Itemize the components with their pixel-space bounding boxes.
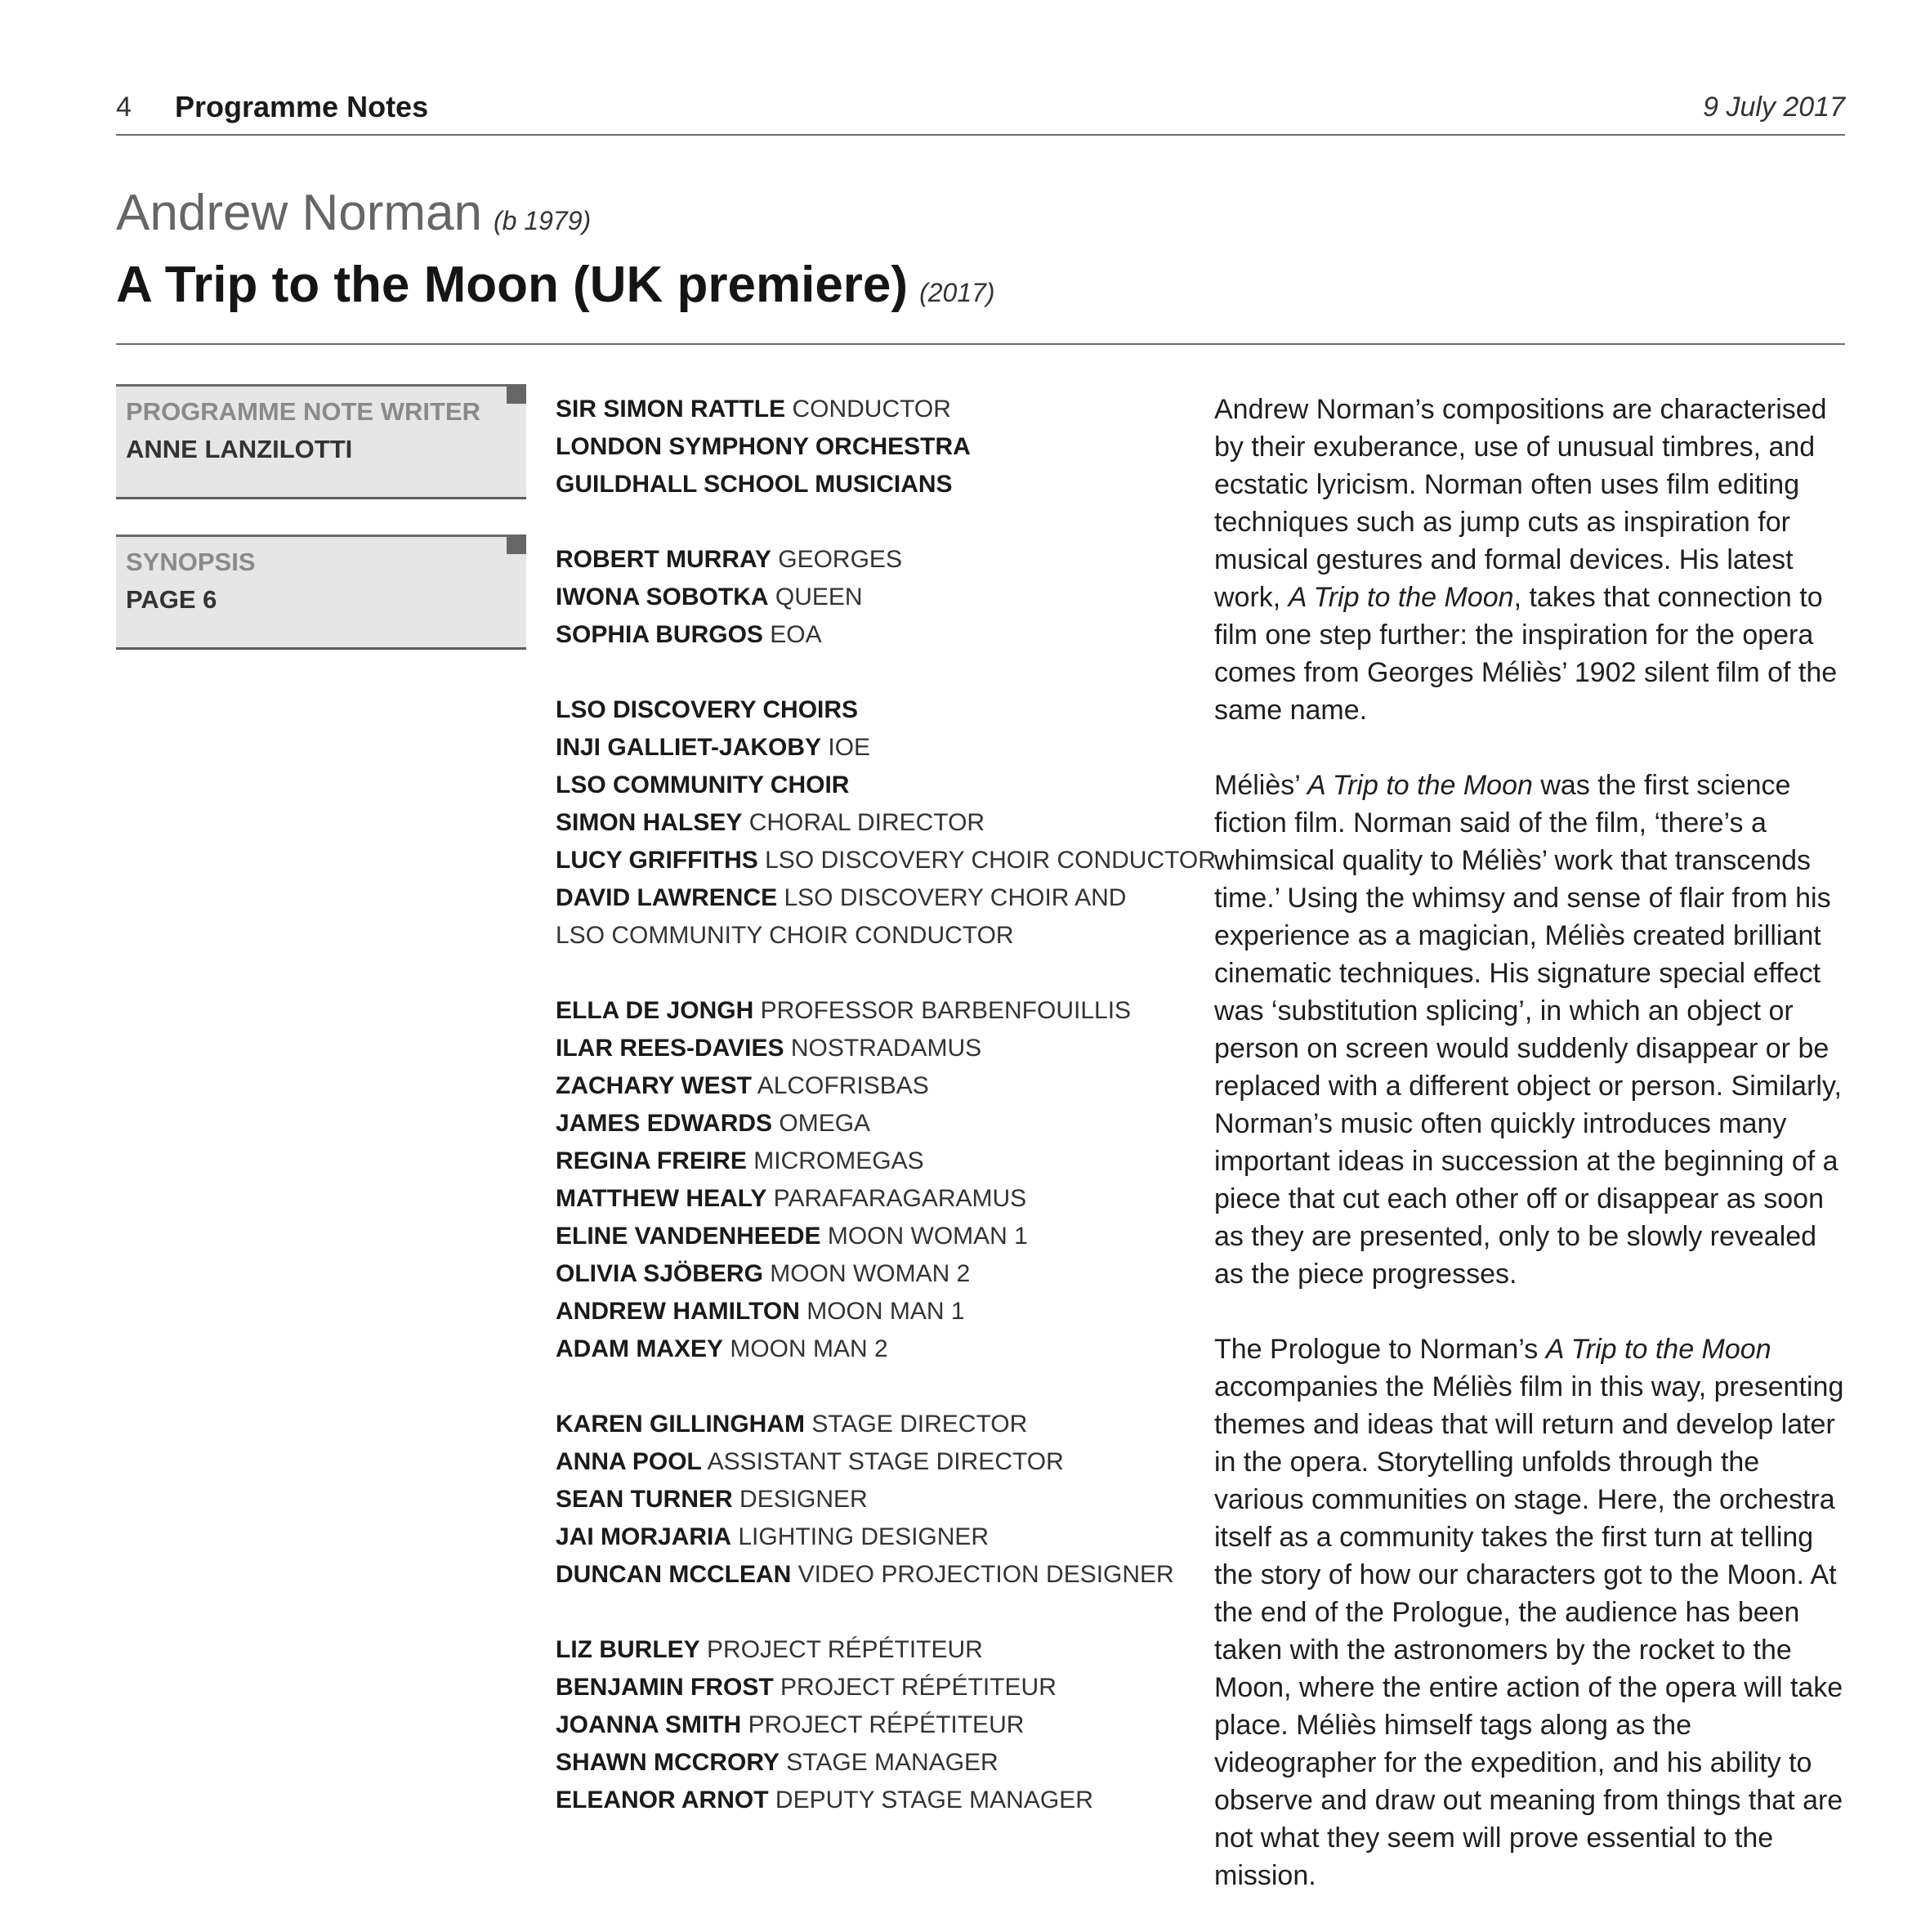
performer-name: LIZ BURLEY [556,1636,700,1663]
performer-name: DAVID LAWRENCE [556,884,778,911]
programme-notes-text [1214,391,1845,1932]
cast-entry [556,1030,1160,1067]
cast-entry [556,1255,1160,1293]
cast-entry [556,1180,1160,1218]
cast-entry [556,1706,1160,1744]
performer-role: LIGHTING DESIGNER [738,1523,990,1550]
cast-group [556,541,1160,654]
cast-entry [556,1406,1160,1443]
section-title: Programme Notes [175,90,429,123]
page-number: 4 [116,92,132,123]
performer-name: ADAM MAXEY [556,1335,724,1362]
performer-name: ILAR REES-DAVIES [556,1035,784,1062]
work-title: A Trip to the Moon (UK premiere) [116,257,909,313]
cast-list [556,391,1216,1857]
cast-group [556,1631,1160,1819]
composer-dates: (b 1979) [493,206,592,235]
performer-name: GUILDHALL SCHOOL MUSICIANS [556,471,953,498]
notes-text: accompanies the Méliès film in this way, presenting themes and ideas that will return and develop later in the opera. Storytelling unfolds through the various communities on stage. Here, the orchestra itself as a community takes the first turn at telling the story of how our characters got to the Moon. At the end of the Prologue, the audience has been taken with the astronomers by the rocket to the Moon, where the entire action of the opera will take place. Méliès himself tags along as the videographer for the expedition, and his ability to observe and draw out meaning from things that are not what they seem will prove essential to the mission. [1214,1371,1844,1891]
performer-name: LSO DISCOVERY CHOIRS [556,696,859,723]
composer-name: Andrew Norman [116,185,482,241]
cast-entry [556,691,1160,729]
synopsis-label: SYNOPSIS [126,548,256,576]
cast-entry [556,1631,1160,1669]
synopsis-box[interactable] [116,534,526,650]
performer-role: STAGE MANAGER [786,1749,999,1776]
performer-name: LONDON SYMPHONY ORCHESTRA [556,433,971,460]
cast-entry [556,804,1160,842]
performer-role: PROJECT RÉPÉTITEUR [780,1674,1057,1701]
performer-name: LSO COMMUNITY CHOIR [556,771,850,798]
performer-role: VIDEO PROJECTION DESIGNER [797,1561,1174,1588]
performer-role: DEPUTY STAGE MANAGER [775,1787,1093,1813]
performer-role: NOSTRADAMUS [790,1035,982,1062]
cast-entry [556,1481,1160,1518]
cast-entry [556,466,1160,503]
performer-role: DESIGNER [739,1486,868,1513]
performer-name: ZACHARY WEST [556,1072,752,1099]
performer-name: IWONA SOBOTKA [556,584,769,610]
performer-name: JAI MORJARIA [556,1523,732,1550]
performer-role: MOON MAN 2 [730,1335,888,1362]
performer-name: ROBERT MURRAY [556,546,771,573]
cast-entry [556,1669,1160,1706]
performer-role: QUEEN [775,584,863,610]
corner-marker [507,534,526,554]
cast-entry [556,616,1160,654]
performer-role: EOA [770,621,822,648]
performer-role: PROFESSOR BARBENFOUILLIS [760,997,1132,1024]
work-title-reference: A Trip to the Moon [1288,582,1514,613]
performer-name: ELLA DE JONGH [556,997,754,1024]
cast-entry [556,1143,1160,1180]
cast-entry [556,1330,1160,1368]
performer-role: MOON WOMAN 1 [827,1223,1028,1250]
title-divider [116,343,1845,345]
cast-entry [556,541,1160,579]
performer-name: REGINA FREIRE [556,1147,747,1174]
cast-entry [556,1518,1160,1556]
performer-name: LUCY GRIFFITHS [556,847,758,874]
cast-entry [556,917,1160,955]
cast-entry [556,1782,1160,1819]
notes-text: Méliès’ [1214,770,1307,801]
performer-name: ELEANOR ARNOT [556,1787,769,1813]
performer-role: PARAFARAGARAMUS [773,1185,1027,1212]
notes-text: was the first science fiction film. Norman said of the film, ‘there’s a whimsical quality to Méliès’ work that transcends time.’ Using the whimsy and sense of flair from his experience as a magician, Méliès created brilliant cinematic techniques. His signature special effect was ‘substitution splicing’, in which an object or person on screen would suddenly disappear or be replaced with a different object or person. Similarly, Norman’s music often quickly introduces many important ideas in succession at the beginning of a piece that cut each other off or disappear as soon as they are presented, only to be slowly revealed as the piece progresses. [1214,770,1842,1290]
performer-role: LSO COMMUNITY CHOIR CONDUCTOR [556,922,1014,949]
performer-name: SIR SIMON RATTLE [556,396,786,423]
performer-role: MOON WOMAN 2 [770,1260,971,1287]
notes-text: , takes that connection to film one step further: the inspiration for the opera comes from Georges Méliès’ 1902 silent film of the same name. [1214,582,1838,726]
performer-name: JOANNA SMITH [556,1711,742,1738]
performer-role: CHORAL DIRECTOR [748,809,985,836]
cast-entry [556,729,1160,767]
performer-role: IOE [828,734,871,761]
performer-name: SOPHIA BURGOS [556,621,763,648]
performer-name: BENJAMIN FROST [556,1674,774,1701]
cast-entry [556,1744,1160,1782]
cast-entry [556,391,1160,428]
notes-text: Andrew Norman’s compositions are characterised by their exuberance, use of unusual timbres, and ecstatic lyricism. Norman often uses film editing techniques such as jump cuts as inspiration for musical gestures and formal devices. His latest work, [1214,394,1827,613]
work-year: (2017) [919,278,995,307]
performer-name: SHAWN MCCRORY [556,1749,780,1776]
notes-paragraph [1214,391,1845,729]
cast-group [556,691,1216,955]
cast-entry [556,1067,1160,1105]
cast-group [556,391,1160,503]
performer-name: SIMON HALSEY [556,809,743,836]
writer-name: ANNE LANZILOTTI [126,435,353,463]
performer-role: ALCOFRISBAS [757,1072,929,1099]
notes-paragraph [1214,1330,1845,1894]
cast-entry [556,879,1160,917]
performer-name: KAREN GILLINGHAM [556,1411,805,1438]
work-title-line [116,253,1845,325]
notes-text: The Prologue to Norman’s [1214,1334,1546,1365]
cast-entry [556,992,1160,1030]
cast-entry [556,1105,1160,1143]
cast-group [556,992,1160,1368]
cast-entry [556,1556,1174,1594]
performer-role: LSO DISCOVERY CHOIR CONDUCTOR [765,847,1216,874]
page-header [116,90,1845,136]
work-title-reference: A Trip to the Moon [1545,1334,1771,1365]
performer-name: OLIVIA SJÖBERG [556,1260,763,1287]
writer-label: PROGRAMME NOTE WRITER [126,397,480,426]
cast-group [556,1406,1174,1594]
performer-role: PROJECT RÉPÉTITEUR [707,1636,983,1663]
performer-name: ANDREW HAMILTON [556,1298,800,1325]
cast-entry [556,428,1160,466]
synopsis-page-link[interactable]: PAGE 6 [126,585,217,614]
performer-role: STAGE DIRECTOR [811,1411,1028,1438]
performer-role: OMEGA [779,1110,871,1137]
cast-entry [556,767,1160,804]
performer-role: CONDUCTOR [792,396,951,423]
cast-entry [556,1218,1160,1255]
performer-role: LSO DISCOVERY CHOIR AND [784,884,1127,911]
programme-date: 9 July 2017 [1703,92,1845,123]
performer-role: GEORGES [778,546,902,573]
performer-name: SEAN TURNER [556,1486,733,1513]
corner-marker [507,384,526,404]
performer-role: PROJECT RÉPÉTITEUR [748,1711,1025,1738]
performer-role: MOON MAN 1 [806,1298,965,1325]
performer-role: ASSISTANT STAGE DIRECTOR [707,1448,1064,1475]
cast-entry [556,842,1216,879]
work-title-reference: A Trip to the Moon [1307,770,1533,801]
performer-name: INJI GALLIET-JAKOBY [556,734,822,761]
notes-paragraph [1214,767,1845,1293]
performer-name: JAMES EDWARDS [556,1110,773,1137]
performer-role: MICROMEGAS [753,1147,924,1174]
cast-entry [556,579,1160,616]
performer-name: MATTHEW HEALY [556,1185,767,1212]
cast-entry [556,1293,1160,1330]
cast-entry [556,1443,1160,1481]
composer-line [116,181,1845,253]
title-block [116,181,1845,325]
programme-note-writer-box [116,384,526,499]
performer-name: ANNA POOL [556,1448,702,1475]
performer-name: ELINE VANDENHEEDE [556,1223,821,1250]
performer-name: DUNCAN MCCLEAN [556,1561,792,1588]
